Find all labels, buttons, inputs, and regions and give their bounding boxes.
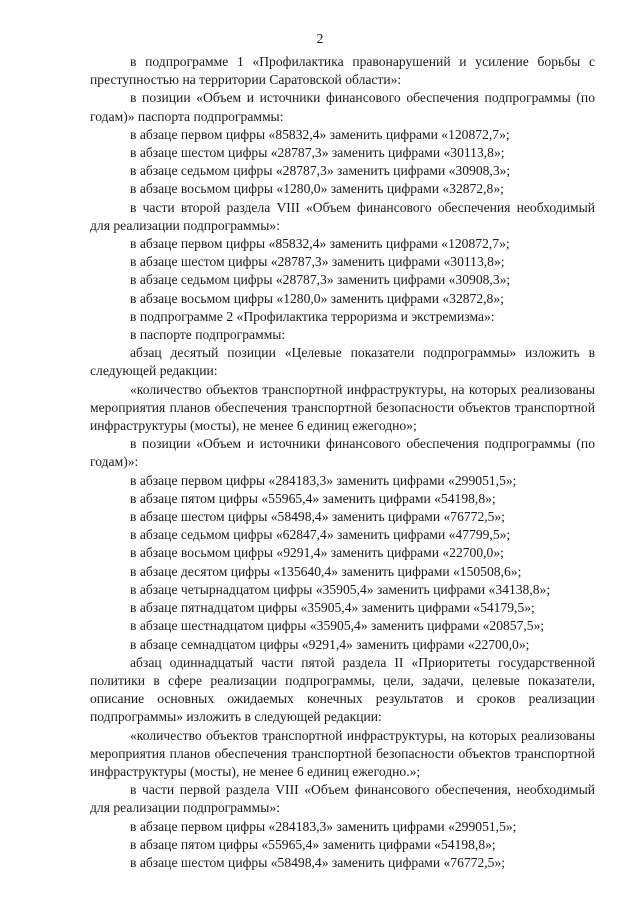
- paragraph: абзац десятый позиции «Целевые показатели подпрограммы» изложить в следующей редакции:: [90, 345, 595, 379]
- paragraph: в абзаце шестнадцатом цифры «35905,4» заменить цифрами «20857,5»;: [130, 618, 545, 634]
- paragraph: в позиции «Объем и источники финансового обеспечения подпрограммы (по годам)»:: [90, 436, 595, 470]
- paragraph: в абзаце седьмом цифры «62847,4» заменить цифрами «47799,5»;: [130, 527, 511, 543]
- page-number: 2: [316, 32, 324, 47]
- paragraph: в абзаце седьмом цифры «28787,3» заменить цифрами «30908,3»;: [130, 272, 511, 288]
- paragraph: в абзаце десятом цифры «135640,4» заменить цифрами «150508,6»;: [130, 563, 522, 579]
- paragraph: «количество объектов транспортной инфраструктуры, на которых реализованы мероприятия планов обеспечения транспортной безопасности объектов транспортной инфраструктуры (мосты), не менее 6 единиц ежегодно.»;: [90, 727, 595, 779]
- paragraph: в абзаце шестом цифры «58498,4» заменить цифрами «76772,5»;: [130, 854, 506, 870]
- paragraph: абзац одиннадцатый части пятой раздела II «Приоритеты государственной политики в сфере реализации подпрограммы, цели, задачи, целевые показатели, описание основных ожидаемых конечных результатов и сроков реализации подпрограммы» изложить в следующей редакции:: [90, 654, 595, 725]
- paragraph: в абзаце восьмом цифры «1280,0» заменить цифрами «32872,8»;: [130, 290, 504, 306]
- paragraph: в абзаце шестом цифры «28787,3» заменить цифрами «30113,8»;: [130, 254, 505, 270]
- paragraph: в абзаце пятнадцатом цифры «35905,4» заменить цифрами «54179,5»;: [130, 600, 535, 616]
- paragraph: в абзаце восьмом цифры «1280,0» заменить цифрами «32872,8»;: [130, 181, 504, 197]
- paragraph: в абзаце восьмом цифры «9291,4» заменить цифрами «22700,0»;: [130, 545, 504, 561]
- paragraph: в абзаце первом цифры «85832,4» заменить цифрами «120872,7»;: [130, 126, 510, 142]
- paragraph: в позиции «Объем и источники финансового обеспечения подпрограммы (по годам)» паспорта подпрограммы:: [90, 90, 595, 124]
- paragraph: в части первой раздела VIII «Объем финансового обеспечения, необходимый для реализации подпрограммы»:: [90, 782, 595, 816]
- paragraph: в абзаце семнадцатом цифры «9291,4» заменить цифрами «22700,0»;: [130, 636, 530, 652]
- paragraph: в подпрограмме 1 «Профилактика правонарушений и усиление борьбы с преступностью на территории Саратовской области»:: [90, 54, 595, 88]
- paragraph: в абзаце шестом цифры «58498,4» заменить цифрами «76772,5»;: [130, 509, 506, 525]
- paragraph: в абзаце пятом цифры «55965,4» заменить цифрами «54198,8»;: [130, 836, 496, 852]
- paragraph: в абзаце пятом цифры «55965,4» заменить цифрами «54198,8»;: [130, 490, 496, 506]
- paragraph: в абзаце первом цифры «284183,3» заменить цифрами «299051,5»;: [130, 818, 517, 834]
- paragraph: в абзаце шестом цифры «28787,3» заменить цифрами «30113,8»;: [130, 145, 505, 161]
- paragraph: в абзаце четырнадцатом цифры «35905,4» заменить цифрами «34138,8»;: [130, 581, 551, 597]
- paragraph: «количество объектов транспортной инфраструктуры, на которых реализованы мероприятия планов обеспечения транспортной безопасности объектов транспортной инфраструктуры (мосты), не менее 6 единиц ежегодно»;: [90, 381, 595, 434]
- paragraph: в абзаце седьмом цифры «28787,3» заменить цифрами «30908,3»;: [130, 163, 511, 179]
- paragraph: в паспорте подпрограммы:: [130, 327, 286, 343]
- document-body: [90, 53, 595, 872]
- paragraph: в абзаце первом цифры «85832,4» заменить цифрами «120872,7»;: [130, 236, 510, 252]
- paragraph: в части второй раздела VIII «Объем финансового обеспечения необходимый для реализации подпрограммы»:: [90, 199, 595, 233]
- paragraph: в подпрограмме 2 «Профилактика терроризма и экстремизма»:: [130, 308, 495, 324]
- paragraph: в абзаце первом цифры «284183,3» заменить цифрами «299051,5»;: [130, 472, 517, 488]
